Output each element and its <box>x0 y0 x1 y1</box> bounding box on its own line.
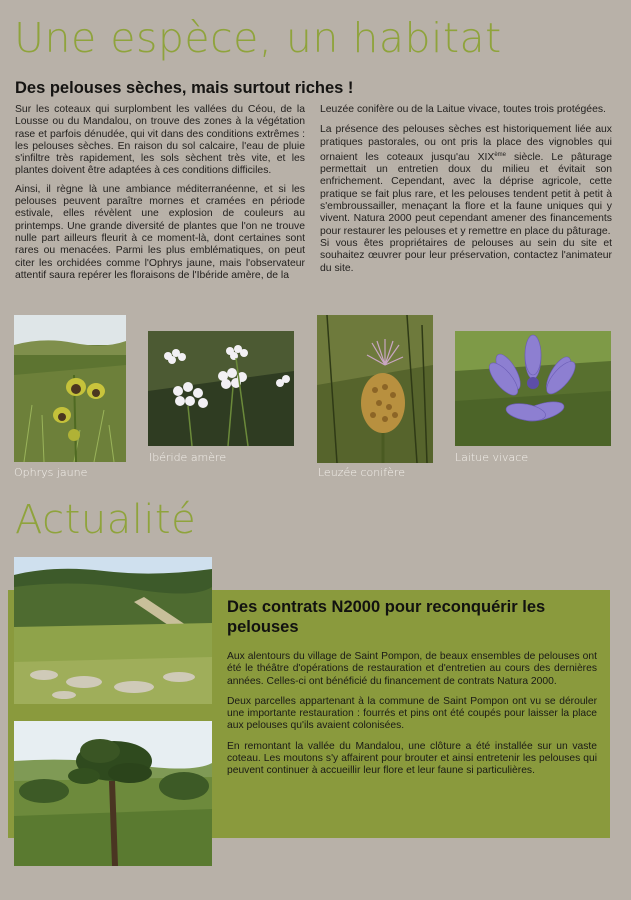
right-paragraph-1: Leuzée conifère ou de la Laitue vivace, toutes trois protégées. <box>320 104 606 115</box>
left-paragraph-1: Sur les coteaux qui surplombent les vallées du Céou, de la Lousse ou du Mandalou, on trouve des zones à la végétation rase et parfois dénudée, qui vit dans des conditions extrêmes : les pelouses sèches. En raison du sol calcaire, l'eau de pluie s'infiltre très rapidement, les sols sèchent très vite, et les plantes doivent être adaptées à ces conditions difficiles. <box>15 104 305 177</box>
photo-laitue <box>455 331 611 446</box>
photo-leuzee <box>317 315 433 463</box>
news-paragraph-1: Aux alentours du village de Saint Pompon, de beaux ensembles de pelouses ont été le théâtre d'opérations de restauration et d'entretien au cours des dernières années. Celles-ci ont bénéficié du financement de contrats Natura 2000. <box>227 651 597 687</box>
news-paragraph-2: Deux parcelles appartenant à la commune de Saint Pompon ont vu se dérouler une importante restauration : fourrés et pins ont été coupés pour laisser la place aux pelouses qu'ils avaient colonisées. <box>227 695 597 732</box>
news-box-title: Des contrats N2000 pour reconquérir les pelouses <box>227 598 546 636</box>
caption-leuzee: Leuzée conifère <box>318 466 405 479</box>
actualite-title: Actualité <box>15 497 197 543</box>
news-box-text <box>227 651 597 786</box>
caption-ophrys: Ophrys jaune <box>14 466 88 479</box>
caption-iberide: Ibéride amère <box>149 451 227 464</box>
news-paragraph-3: En remontant la vallée du Mandalou, une clôture a été installée sur un vaste coteau. Les moutons s'y affairent pour brouter et ainsi entretenir les pelouses qui peuvent continuer à accueillir leur flore et leur faune si particulières. <box>227 740 597 777</box>
page-title: Une espèce, un habitat <box>14 14 502 62</box>
left-paragraph-2: Ainsi, il règne là une ambiance méditerranéenne, et si les pelouses peuvent paraître mornes et cramées en période estivale, elles révèlent une explosion de couleurs au printemps. Une grande diversité de plantes que l'on ne trouve nulle part ailleurs fleurit à ce moment-là, dont certaines sont rares ou menacées. Parmi les plus emblématiques, on peut citer les orchidées comme l'Ophrys jaune, mais l'observateur attentif saura repérer les floraisons de l'Ibéride amère, de la <box>15 183 305 281</box>
right-paragraph-2: La présence des pelouses sèches est historiquement liée aux pratiques pastorales, ou ont pris la place des vignobles qui ornaient les coteaux jusqu'au XIXème siècle. Le pâturage permettait un entretien doux du milieu et évitait son enfrichement. Cependant, avec la déprise agricole, cette pratique se fait plus rare, et les pelouses tendent petit à petit à s'embroussailler, menaçant la flore et la faune uniques qui y vivent. Natura 2000 peut cependant amener des financements pour restaurer les pelouses et y remettre en place du pâturage. <box>320 124 612 237</box>
photo-ophrys <box>14 315 126 462</box>
photo-landscape-pine <box>14 721 212 866</box>
caption-laitue: Laitue vivace <box>455 451 529 464</box>
section-subtitle: Des pelouses sèches, mais surtout riches ! <box>15 79 354 97</box>
left-column <box>15 104 305 282</box>
photo-landscape-restoration <box>14 557 212 704</box>
right-paragraph-3: Si vous êtes propriétaires de pelouses au sein du site et souhaitez œuvrer pour leur préservation, contactez l'animateur du site. <box>320 237 612 274</box>
right-column <box>320 104 612 275</box>
photo-iberide <box>148 331 294 446</box>
